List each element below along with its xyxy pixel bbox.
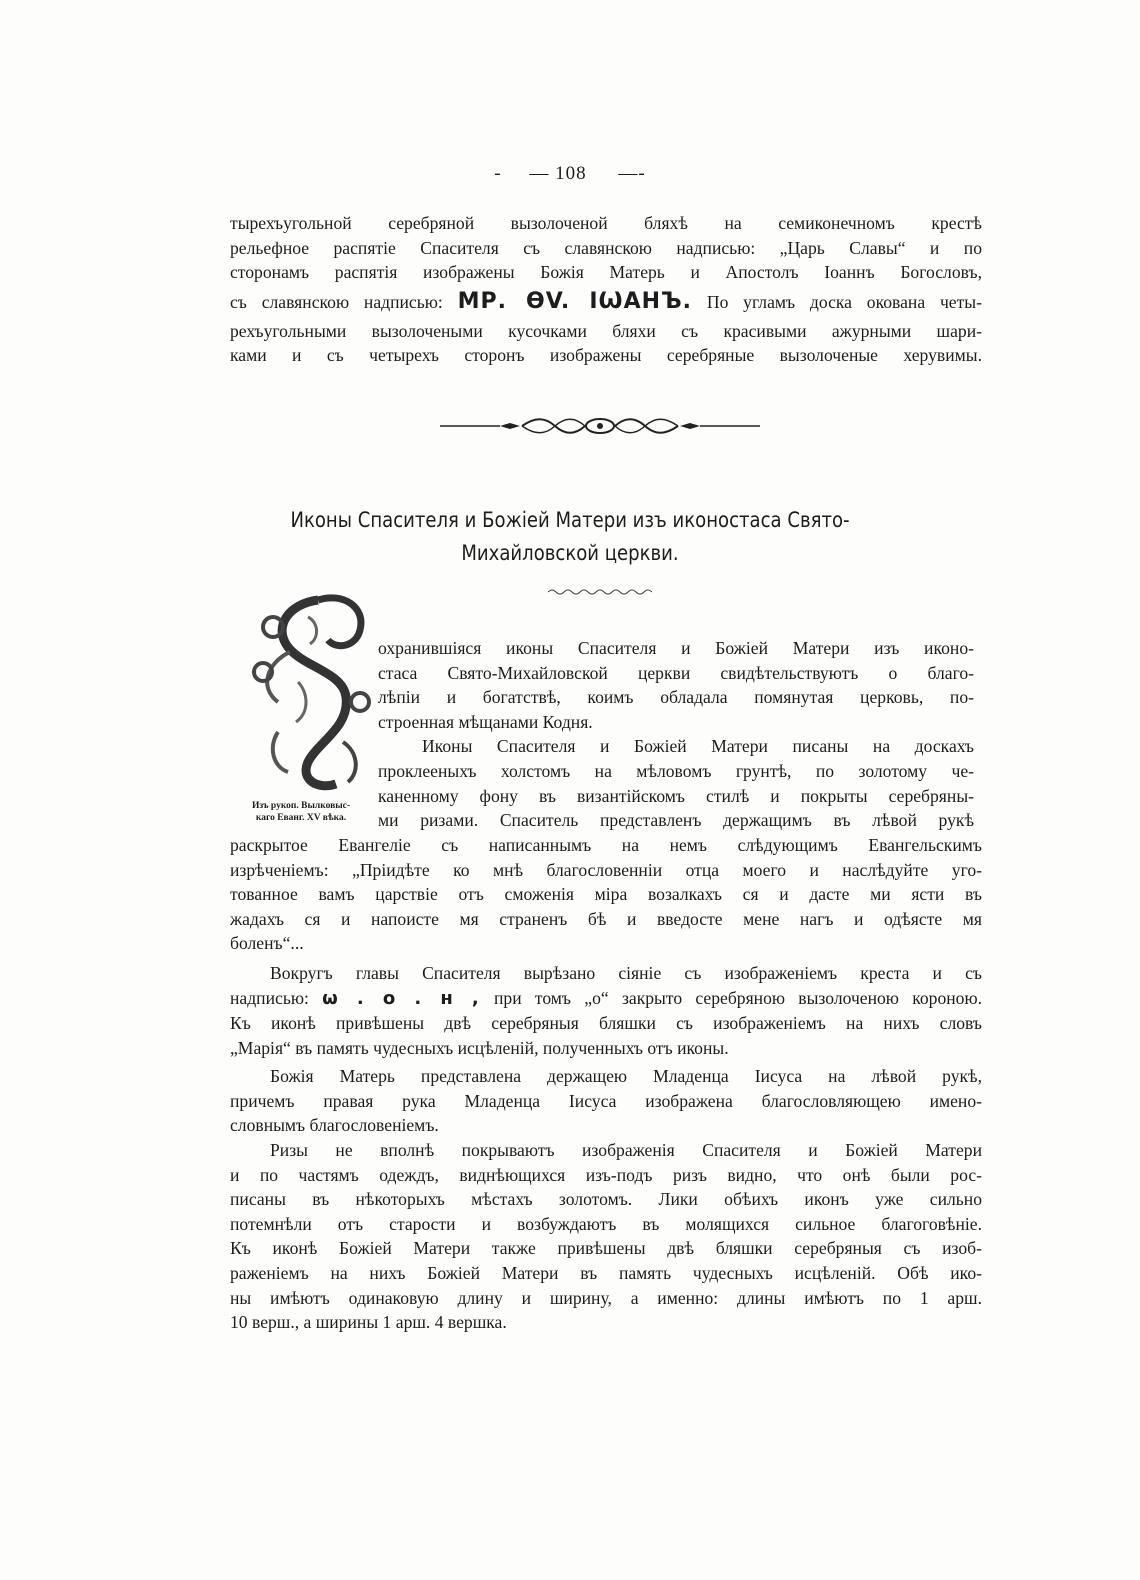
body-paragraph-3 [230,1064,982,1138]
text-line: „Марія“ въ память чудесныхъ исцѣленій, полученныхъ отъ иконы. [230,1037,729,1058]
text-line: стаса Свято-Михайловской церкви свидѣтельствуютъ о благо- [378,662,974,683]
wrapped-paragraph [378,636,974,833]
text-line: 10 верш., а ширины 1 арш. 4 вершка. [230,1312,507,1333]
slavonic-inscription: ѡ . о . н , [322,987,481,1009]
title-flourish [548,588,652,596]
text-fragment: надписью: [230,987,309,1008]
text-fragment: съ славянскою надписью: [230,291,443,312]
text-line: сторонамъ распятія изображены Божія Матерь и Апостолъ Іоаннъ Богословъ, [230,262,982,283]
caption-line: Изъ рукоп. Вылковыс- [251,801,351,811]
header-right-mark: —- [618,163,646,184]
text-fragment: при томъ „о“ закрыто серебряною вызолоченою короною. [494,987,982,1008]
text-line: ны имѣютъ одинаковую длину и ширину, а именно: длины имѣютъ по 1 арш. [230,1287,982,1308]
text-line: строенная мѣщанами Кодня. [378,711,593,732]
text-line: Божія Матерь представлена держащею Младенца Іисуса на лѣвой рукѣ, [270,1066,982,1086]
text-line-with-inscription [230,285,982,319]
top-paragraph [230,211,982,368]
text-line: причемъ правая рука Младенца Іисуса изображена благословляющею имено- [230,1090,982,1111]
text-line: изрѣченіемъ: „Пріидѣте ко мнѣ благословенніи отца моего и наслѣдуйте уго- [230,859,982,880]
ornament-divider [440,415,760,437]
text-line: потемнѣли отъ старости и возбуждаютъ въ молящихся сильное благоговѣніе. [230,1213,982,1234]
text-line: Вокругъ главы Спасителя вырѣзано сіяніе съ изображеніемъ креста и съ [270,963,982,983]
text-line: раженіемъ на нихъ Божіей Матери въ память чудесныхъ исцѣленій. Обѣ ико- [230,1262,982,1283]
text-line: Ризы не вполнѣ покрываютъ изображенія Спасителя и Божіей Матери [270,1140,982,1160]
text-line: жадахъ ся и напоисте мя страненъ бѣ и введосте мене нагъ и одѣясте мя [230,908,982,929]
body-paragraph-1 [230,833,982,956]
text-line: тованное вамъ царствіе отъ сможенія міра возалкахъ ся и дасте ми ясти въ [230,884,982,905]
text-line: Къ иконѣ Божіей Матери также привѣшены двѣ бляшки серебряныя съ изоб- [230,1238,982,1259]
text-line: рехъугольными вызолочеными кусочками бляхи съ красивыми ажурными шари- [230,320,982,341]
page-number: — 108 [529,163,587,184]
decorative-initial-letter [248,592,378,792]
text-line: боленъ“... [230,933,304,954]
text-line: писаны въ нѣкоторыхъ мѣстахъ золотомъ. Лики обѣихъ иконъ уже сильно [230,1189,982,1210]
text-line: Къ иконѣ привѣшены двѣ серебряныя бляшки съ изображеніемъ на нихъ словъ [230,1013,982,1034]
body-paragraph-4 [230,1138,982,1335]
text-line: раскрытое Евангеліе съ написаннымъ на немъ слѣдующимъ Евангельскимъ [230,835,982,855]
section-title-line: Михайловской церкви. [461,541,679,565]
section-title [80,504,1060,570]
text-line: и по частямъ одеждъ, виднѣющихся изъ-подъ ризъ видно, что онѣ были рос- [230,1164,982,1185]
text-line: тырехъугольной серебряной вызолоченой бляхѣ на семиконечномъ крестѣ [230,213,982,233]
header-left-mark: - [494,163,502,184]
section-title-line: Иконы Спасителя и Божіей Матери изъ иконостаса Свято- [290,508,850,532]
text-line: проклееныхъ холстомъ на мѣловомъ грунтѣ, по золотому че- [378,760,974,781]
text-line-with-inscription [230,986,982,1012]
text-line: рельефное распятіе Спасителя съ славянскою надписью: „Царь Славы“ и по [230,237,982,258]
text-line: словнымъ благословеніемъ. [230,1115,439,1136]
page-number-header [0,163,1140,185]
text-line: охранившіяся иконы Спасителя и Божіей Матери изъ иконо- [378,638,974,658]
caption-line: каго Еванг. XV вѣка. [255,813,347,823]
initial-caption [226,800,376,824]
text-fragment: По угламъ доска окована четы- [706,291,982,312]
slavonic-inscription: МР. ѲV. ІѠАНЪ. [457,288,693,314]
body-paragraph-2 [230,961,982,1060]
text-line: Иконы Спасителя и Божіей Матери писаны на доскахъ [422,736,974,757]
text-line: каненному фону въ византійскомъ стилѣ и покрыты серебряны- [378,785,974,806]
text-line: ками и съ четырехъ сторонъ изображены серебряные вызолоченые херувимы. [230,345,982,366]
text-line: ми ризами. Спаситель представленъ держащимъ въ лѣвой рукѣ [378,810,974,831]
text-line: лѣпіи и богатствѣ, коимъ обладала помянутая церковь, по- [378,687,974,708]
